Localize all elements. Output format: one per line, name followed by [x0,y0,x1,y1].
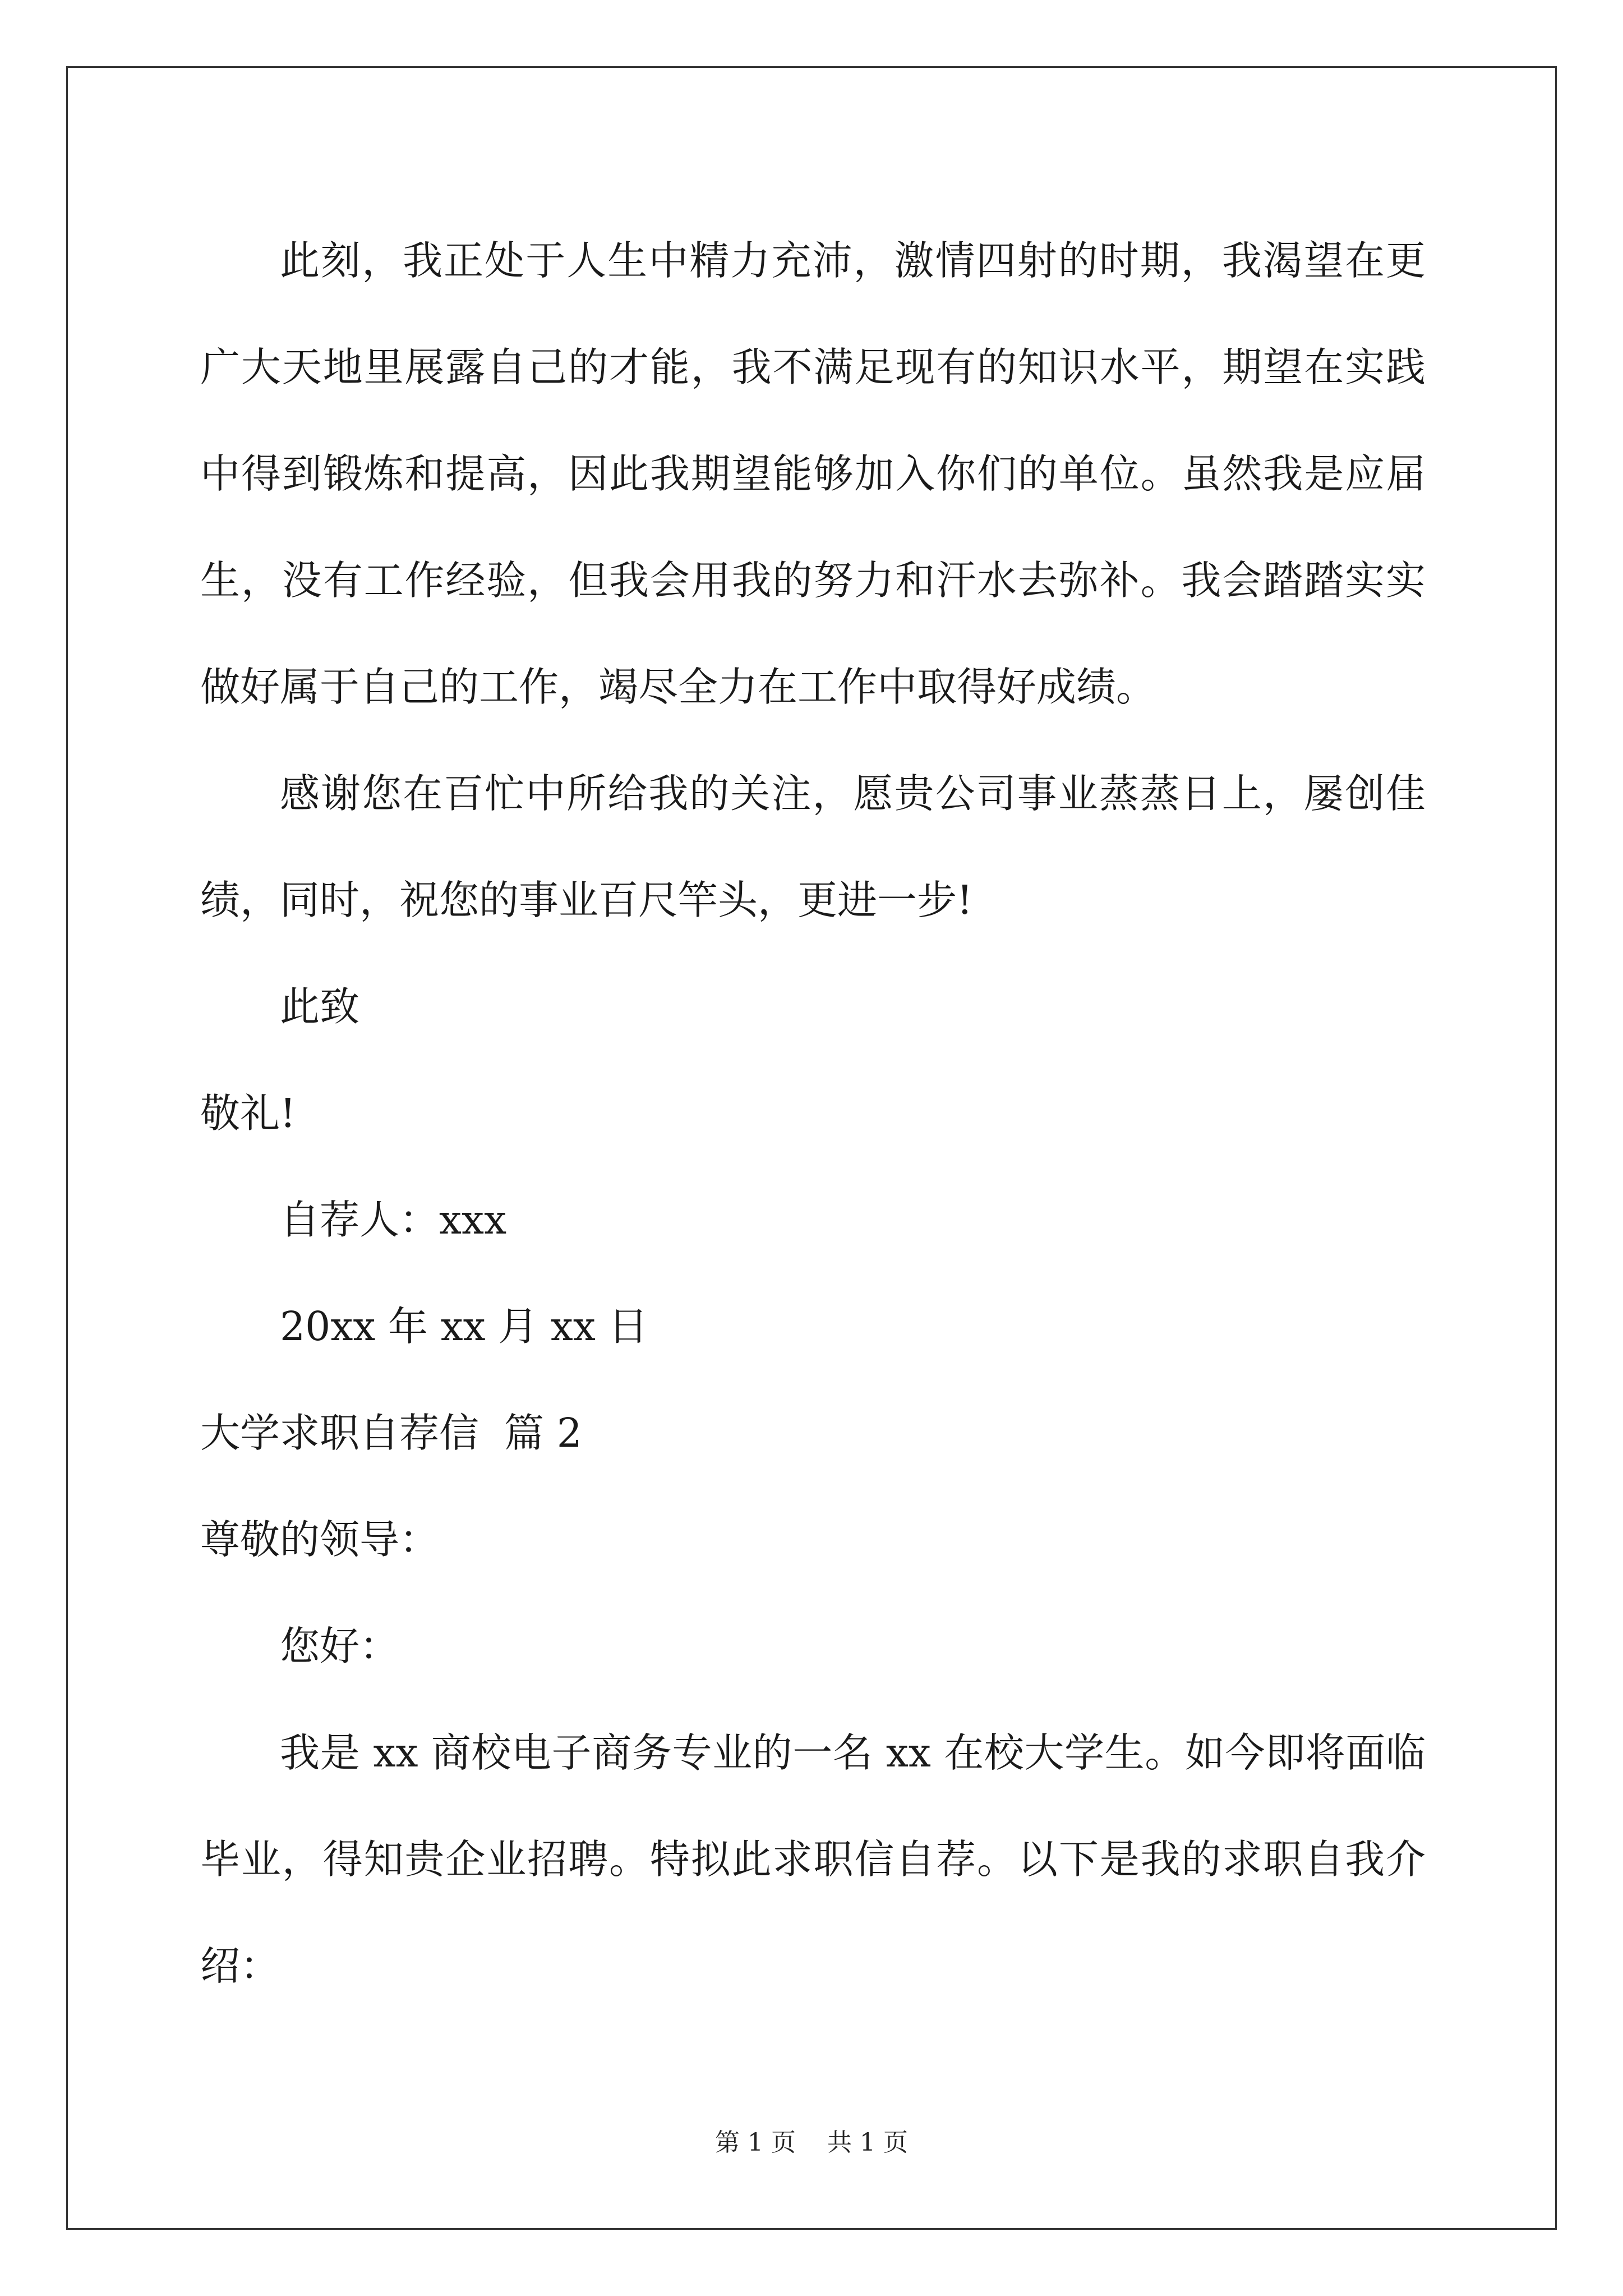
page-number-label: 第 1 页 [715,2128,796,2157]
closing-line: 此致 [280,983,360,1030]
salute-line: 敬礼! [200,1090,296,1137]
page-total-label: 共 1 页 [827,2128,908,2157]
signature-line: 自荐人：xxx [280,1197,507,1243]
intro-paragraph: 我是 xx 商校电子商务专业的一名 xx 在校大学生。如今即将面临毕业，得知贵企业招聘。特拟此求职信自荐。以下是我的求职自我介绍： [200,1729,1426,1989]
greeting-line: 尊敬的领导： [200,1516,440,1563]
body-paragraph-2: 感谢您在百忙中所给我的关注，愿贵公司事业蒸蒸日上，屡创佳绩，同时，祝您的事业百尺竿头，更进一步! [200,770,1426,923]
section-title: 大学求职自荐信 篇 2 [200,1410,582,1456]
hello-line: 您好： [280,1623,400,1669]
date-line: 20xx 年 xx 月 xx 日 [280,1303,648,1350]
page-footer [0,2126,1623,2160]
body-paragraph-1: 此刻，我正处于人生中精力充沛，激情四射的时期，我渴望在更广大天地里展露自己的才能，我不满足现有的知识水平，期望在实践中得到锻炼和提高，因此我期望能够加入你们的单位。虽然我是应届生，没有工作经验，但我会用我的努力和汗水去弥补。我会踏踏实实做好属于自己的工作，竭尽全力在工作中取得好成绩。 [200,237,1426,710]
document-body [200,208,1426,2019]
